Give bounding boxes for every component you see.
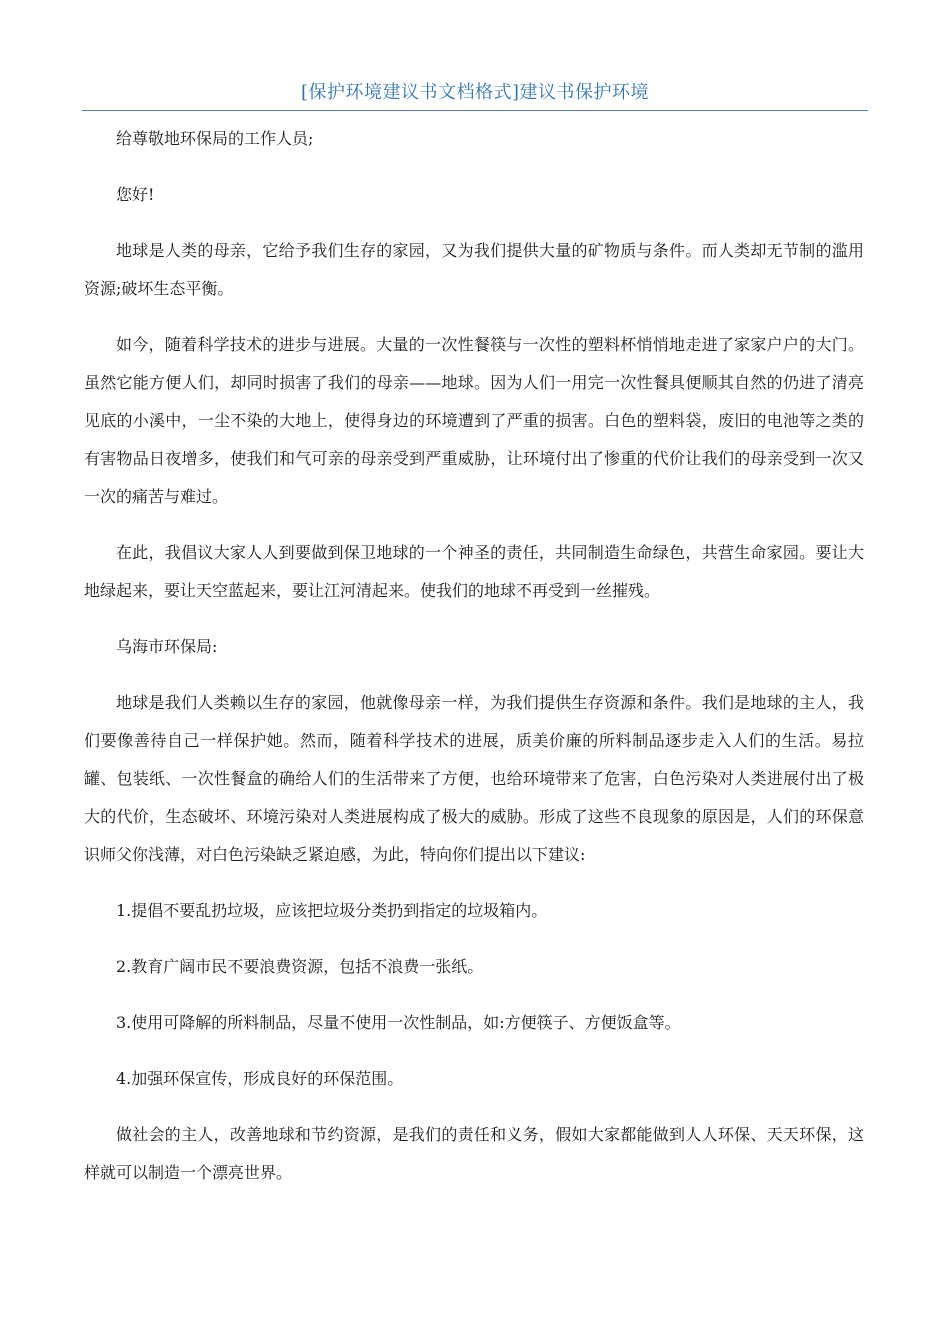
body-paragraph: 地球是我们人类赖以生存的家园，他就像母亲一样，为我们提供生存资源和条件。我们是地球的主人，我们要像善待自己一样保护她。然而，随着科学技术的进展，质美价廉的所料制品逐步走入人们的生活。易拉罐、包装纸、一次性餐盒的确给人们的生活带来了方便，也给环境带来了危害，白色污染对人类进展付出了极大的代价，生态破坏、环境污染对人类进展构成了极大的威胁。形成了这些不良现象的原因是，人们的环保意识师父你浅薄，对白色污染缺乏紧迫感，为此，特向你们提出以下建议: [84,693,864,864]
closing-paragraph: 做社会的主人，改善地球和节约资源，是我们的责任和义务，假如大家都能做到人人环保、天天环保，这样就可以制造一个漂亮世界。 [84,1125,864,1182]
document-body [84,120,864,1192]
suggestion-item: 3.使用可降解的所料制品，尽量不使用一次性制品，如:方便筷子、方便饭盒等。 [116,1013,681,1032]
suggestion-item: 1.提倡不要乱扔垃圾，应该把垃圾分类扔到指定的垃圾箱内。 [116,901,548,920]
page-header [82,80,868,111]
salutation: 乌海市环保局: [116,637,218,656]
greeting: 您好! [116,185,155,204]
body-paragraph: 地球是人类的母亲，它给予我们生存的家园，又为我们提供大量的矿物质与条件。而人类却无节制的滥用资源;破坏生态平衡。 [84,241,864,298]
suggestion-item: 2.教育广阔市民不要浪费资源，包括不浪费一张纸。 [116,957,484,976]
header-title: [保护环境建议书文档格式]建议书保护环境 [300,82,650,103]
salutation: 给尊敬地环保局的工作人员; [116,129,314,148]
body-paragraph: 如今，随着科学技术的进步与进展。大量的一次性餐筷与一次性的塑料杯悄悄地走进了家家户户的大门。虽然它能方便人们，却同时损害了我们的母亲——地球。因为人们一用完一次性餐具便顺其自然的仍进了清亮见底的小溪中，一尘不染的大地上，使得身边的环境遭到了严重的损害。白色的塑料袋，废旧的电池等之类的有害物品日夜增多，使我们和气可亲的母亲受到严重威胁，让环境付出了惨重的代价让我们的母亲受到一次又一次的痛苦与难过。 [84,335,864,506]
suggestion-item: 4.加强环保宣传，形成良好的环保范围。 [116,1069,404,1088]
body-paragraph: 在此，我倡议大家人人到要做到保卫地球的一个神圣的责任，共同制造生命绿色，共营生命家园。要让大地绿起来，要让天空蓝起来，要让江河清起来。使我们的地球不再受到一丝摧残。 [84,543,864,600]
